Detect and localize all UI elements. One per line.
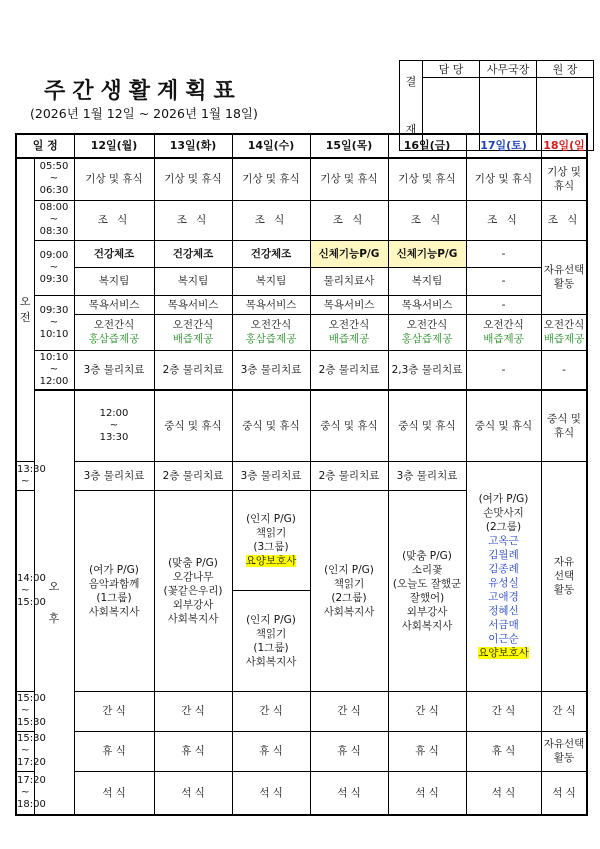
- schedule-cell: 기상 및 휴식: [310, 158, 388, 200]
- time-cell: 15:30 ~ 17:20: [16, 731, 34, 771]
- schedule-cell: 건강체조: [154, 240, 232, 267]
- schedule-cell: 조 식: [154, 200, 232, 240]
- schedule-cell: 기상 및 휴식: [154, 158, 232, 200]
- schedule-cell: 신체기능P/G: [310, 240, 388, 267]
- approval-side-bottom: 재: [405, 122, 417, 136]
- day-header: 16일(금): [388, 134, 466, 158]
- schedule-cell: 조 식: [310, 200, 388, 240]
- schedule-cell: 기상 및 휴식: [388, 158, 466, 200]
- schedule-cell: -: [466, 267, 541, 295]
- table-row: [16, 267, 587, 295]
- schedule-cell: 중식 및 휴식: [466, 390, 541, 461]
- time-cell: 17:20 ~ 18:00: [16, 771, 34, 815]
- schedule-cell: 건강체조: [74, 240, 154, 267]
- schedule-cell: 조 식: [541, 200, 587, 240]
- approval-side-top: 결: [405, 74, 417, 88]
- schedule-cell: 석 식: [466, 771, 541, 815]
- approval-role: 원 장: [537, 61, 594, 78]
- time-cell: 10:10 ~ 12:00: [34, 350, 74, 390]
- day-header: 13일(화): [154, 134, 232, 158]
- table-row: [16, 295, 587, 314]
- schedule-cell: 목욕서비스: [388, 295, 466, 314]
- staff-highlight: 요양보호사: [478, 647, 529, 659]
- schedule-cell: 휴 식: [466, 731, 541, 771]
- schedule-cell: 오전간식 배즙제공: [154, 314, 232, 350]
- time-cell: 09:00 ~ 09:30: [34, 240, 74, 295]
- weekly-schedule-table: [15, 133, 588, 816]
- schedule-cell: 자유선택 활동: [541, 240, 587, 314]
- schedule-cell: 2층 물리치료: [310, 350, 388, 390]
- table-row: [16, 314, 587, 350]
- schedule-cell: 물리치료사: [310, 267, 388, 295]
- schedule-cell: 휴 식: [154, 731, 232, 771]
- time-cell: 12:00 ~ 13:30: [74, 390, 154, 461]
- section-pm: 오 후: [34, 390, 74, 815]
- schedule-cell: (인지 P/G) 책읽기 (3그룹) 요양보호사: [232, 490, 310, 590]
- schedule-cell: 복지팀: [388, 267, 466, 295]
- schedule-cell: 간 식: [74, 691, 154, 731]
- schedule-cell: 석 식: [154, 771, 232, 815]
- schedule-cell: 신체기능P/G: [388, 240, 466, 267]
- staff-highlight: 요양보호사: [245, 555, 297, 567]
- time-cell: 08:00 ~ 08:30: [34, 200, 74, 240]
- schedule-cell: 3층 물리치료: [232, 461, 310, 490]
- day-header-saturday: 17일(토): [466, 134, 541, 158]
- schedule-cell: 복지팀: [74, 267, 154, 295]
- schedule-cell: (인지 P/G) 책읽기 (1그룹) 사회복지사: [232, 590, 310, 691]
- schedule-cell: 자유선택 활동: [541, 731, 587, 771]
- schedule-cell: 휴 식: [310, 731, 388, 771]
- schedule-cell: -: [541, 350, 587, 390]
- table-row: [16, 200, 587, 240]
- table-row: [16, 731, 587, 771]
- schedule-cell: 오전간식 배즙제공: [310, 314, 388, 350]
- day-header-sunday: 18일(일: [541, 134, 587, 158]
- corner-header: 일 정: [16, 134, 74, 158]
- schedule-cell: 조 식: [466, 200, 541, 240]
- section-am: 오 전: [16, 158, 34, 461]
- schedule-cell: 중식 및 휴식: [388, 390, 466, 461]
- schedule-cell: 석 식: [388, 771, 466, 815]
- approval-role: 사무국장: [480, 61, 537, 78]
- schedule-cell: 조 식: [388, 200, 466, 240]
- schedule-cell: 간 식: [154, 691, 232, 731]
- time-cell: 13:30 ~: [16, 461, 34, 490]
- schedule-cell: 휴 식: [388, 731, 466, 771]
- table-row: [16, 691, 587, 731]
- schedule-cell: 3층 물리치료: [388, 461, 466, 490]
- schedule-cell: -: [466, 295, 541, 314]
- schedule-cell: 3층 물리치료: [232, 350, 310, 390]
- schedule-cell: 목욕서비스: [232, 295, 310, 314]
- schedule-cell: 목욕서비스: [74, 295, 154, 314]
- time-cell: 14:00 ~ 15:00: [16, 490, 34, 691]
- page-title: 주간생활계획표: [44, 79, 242, 104]
- schedule-cell-saturday-program: (여가 P/G) 손맛사지 (2그룹) 고옥근 김월례 김종례 유성실 고애경 정혜신 서금매 이근순 요양보호사: [466, 461, 541, 691]
- schedule-cell: (인지 P/G) 책읽기 (2그룹) 사회복지사: [310, 490, 388, 691]
- schedule-cell: 복지팀: [154, 267, 232, 295]
- schedule-cell: 목욕서비스: [154, 295, 232, 314]
- schedule-cell: 목욕서비스: [310, 295, 388, 314]
- schedule-cell: 기상 및 휴식: [74, 158, 154, 200]
- schedule-cell: 간 식: [388, 691, 466, 731]
- schedule-cell: 석 식: [541, 771, 587, 815]
- time-cell: 09:30 ~ 10:10: [34, 295, 74, 350]
- day-header: 12일(월): [74, 134, 154, 158]
- schedule-cell: 복지팀: [232, 267, 310, 295]
- schedule-cell: 건강체조: [232, 240, 310, 267]
- table-row: [16, 390, 587, 461]
- schedule-cell: 2층 물리치료: [154, 350, 232, 390]
- schedule-cell: 석 식: [232, 771, 310, 815]
- period-subtitle: (2026년 1월 12일 ~ 2026년 1월 18일): [30, 106, 258, 121]
- schedule-cell: 3층 물리치료: [74, 350, 154, 390]
- table-row: [16, 461, 587, 490]
- schedule-cell: 석 식: [310, 771, 388, 815]
- day-header: 14일(수): [232, 134, 310, 158]
- schedule-cell: 중식 및 휴식: [232, 390, 310, 461]
- schedule-cell: 기상 및 휴식: [232, 158, 310, 200]
- schedule-cell: 2층 물리치료: [154, 461, 232, 490]
- table-row: [16, 771, 587, 815]
- schedule-cell: 기상 및 휴식: [466, 158, 541, 200]
- schedule-cell: 오전간식 홍삼즙제공: [388, 314, 466, 350]
- schedule-cell: 간 식: [232, 691, 310, 731]
- table-row: [16, 240, 587, 267]
- schedule-cell: 자유 선택 활동: [541, 461, 587, 691]
- day-header: 15일(목): [310, 134, 388, 158]
- schedule-cell: -: [466, 350, 541, 390]
- schedule-cell: 중식 및 휴식: [154, 390, 232, 461]
- schedule-cell: 휴 식: [232, 731, 310, 771]
- schedule-cell: 간 식: [541, 691, 587, 731]
- schedule-cell: 중식 및 휴식: [310, 390, 388, 461]
- schedule-cell: 오전간식 홍삼즙제공: [232, 314, 310, 350]
- schedule-cell: 3층 물리치료: [74, 461, 154, 490]
- schedule-cell: 오전간식 홍삼즙제공: [74, 314, 154, 350]
- schedule-cell: 오전간식 배즙제공: [541, 314, 587, 350]
- schedule-cell: 휴 식: [74, 731, 154, 771]
- approval-role: 담 당: [423, 61, 480, 78]
- table-row: [16, 158, 587, 200]
- schedule-cell: 2층 물리치료: [310, 461, 388, 490]
- schedule-cell: 기상 및 휴식: [541, 158, 587, 200]
- time-cell: 05:50 ~ 06:30: [34, 158, 74, 200]
- schedule-cell: 조 식: [232, 200, 310, 240]
- schedule-cell: (맞춤 P/G) 오감나무 (꽃같은우리) 외부강사 사회복지사: [154, 490, 232, 691]
- schedule-cell: 간 식: [466, 691, 541, 731]
- schedule-cell: (여가 P/G) 음악과함께 (1그룹) 사회복지사: [74, 490, 154, 691]
- schedule-cell: (맞춤 P/G) 소리꽃 (오늘도 잘했군 잘했어) 외부강사 사회복지사: [388, 490, 466, 691]
- schedule-cell: 조 식: [74, 200, 154, 240]
- schedule-cell: 석 식: [74, 771, 154, 815]
- schedule-cell: 2,3층 물리치료: [388, 350, 466, 390]
- schedule-cell: 중식 및 휴식: [541, 390, 587, 461]
- schedule-cell: -: [466, 240, 541, 267]
- schedule-cell: 오전간식 배즙제공: [466, 314, 541, 350]
- time-cell: 15:00 ~ 15:30: [16, 691, 34, 731]
- schedule-cell: 간 식: [310, 691, 388, 731]
- table-row: [16, 350, 587, 390]
- header-row: [16, 134, 587, 158]
